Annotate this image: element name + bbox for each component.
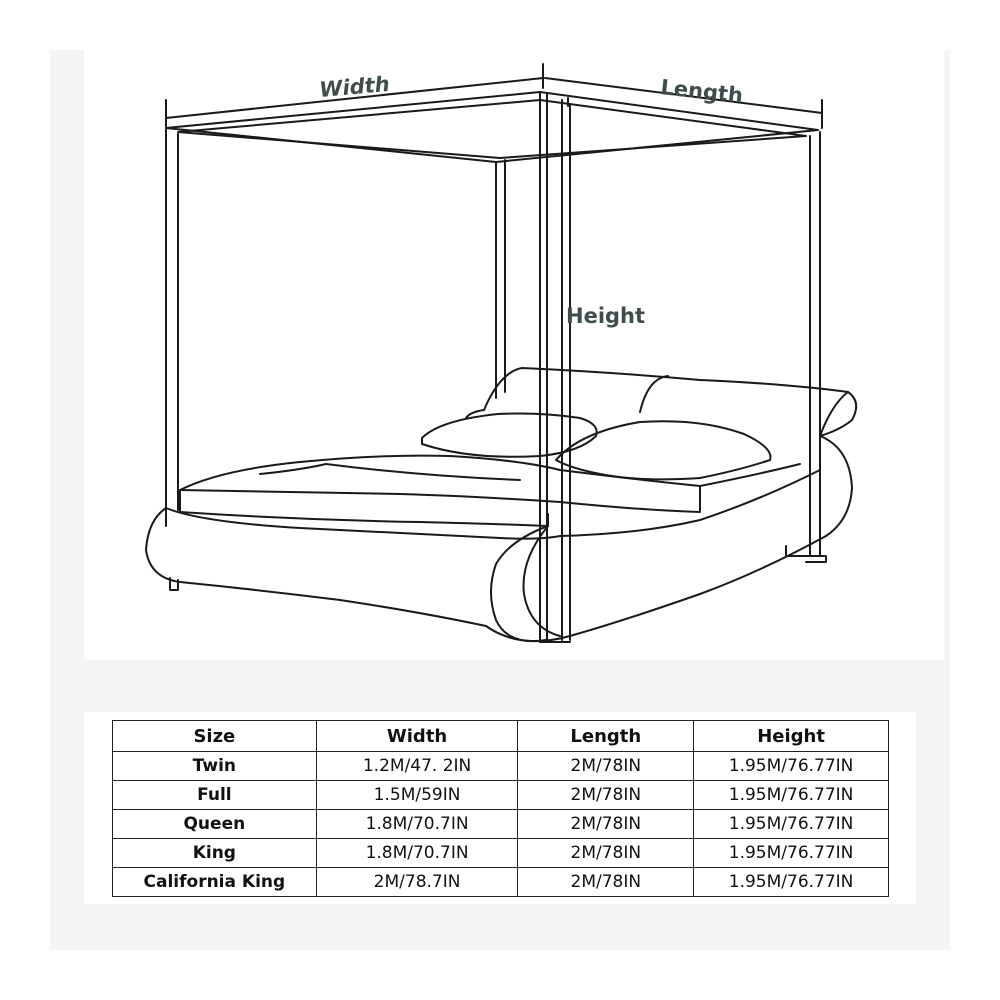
bed-frame: [146, 470, 826, 641]
mattress: [180, 456, 800, 526]
length-cell: 2M/78IN: [518, 868, 694, 897]
size-cell: King: [113, 839, 317, 868]
height-cell: 1.95M/76.77IN: [694, 810, 889, 839]
table-row: [113, 810, 889, 839]
header-height: Height: [694, 721, 889, 752]
width-label: Width: [318, 71, 391, 102]
size-cell: Queen: [113, 810, 317, 839]
canopy-posts: [166, 94, 826, 642]
length-cell: 2M/78IN: [518, 839, 694, 868]
width-cell: 1.2M/47. 2IN: [316, 752, 518, 781]
table-row: [113, 868, 889, 897]
length-label: Length: [659, 75, 745, 108]
table-row: [113, 752, 889, 781]
height-cell: 1.95M/76.77IN: [694, 752, 889, 781]
width-cell: 1.8M/70.7IN: [316, 810, 518, 839]
table-header-row: [113, 721, 889, 752]
header-length: Length: [518, 721, 694, 752]
height-cell: 1.95M/76.77IN: [694, 839, 889, 868]
header-size: Size: [113, 721, 317, 752]
size-table: [112, 720, 889, 897]
size-cell: California King: [113, 868, 317, 897]
height-label: Height: [566, 304, 646, 328]
table-row: [113, 839, 889, 868]
width-cell: 1.8M/70.7IN: [316, 839, 518, 868]
pillows: [422, 414, 770, 480]
header-width: Width: [316, 721, 518, 752]
height-cell: 1.95M/76.77IN: [694, 868, 889, 897]
size-cell: Full: [113, 781, 317, 810]
size-cell: Twin: [113, 752, 317, 781]
width-cell: 2M/78.7IN: [316, 868, 518, 897]
length-cell: 2M/78IN: [518, 810, 694, 839]
height-cell: 1.95M/76.77IN: [694, 781, 889, 810]
length-cell: 2M/78IN: [518, 752, 694, 781]
width-cell: 1.5M/59IN: [316, 781, 518, 810]
table-row: [113, 781, 889, 810]
length-cell: 2M/78IN: [518, 781, 694, 810]
